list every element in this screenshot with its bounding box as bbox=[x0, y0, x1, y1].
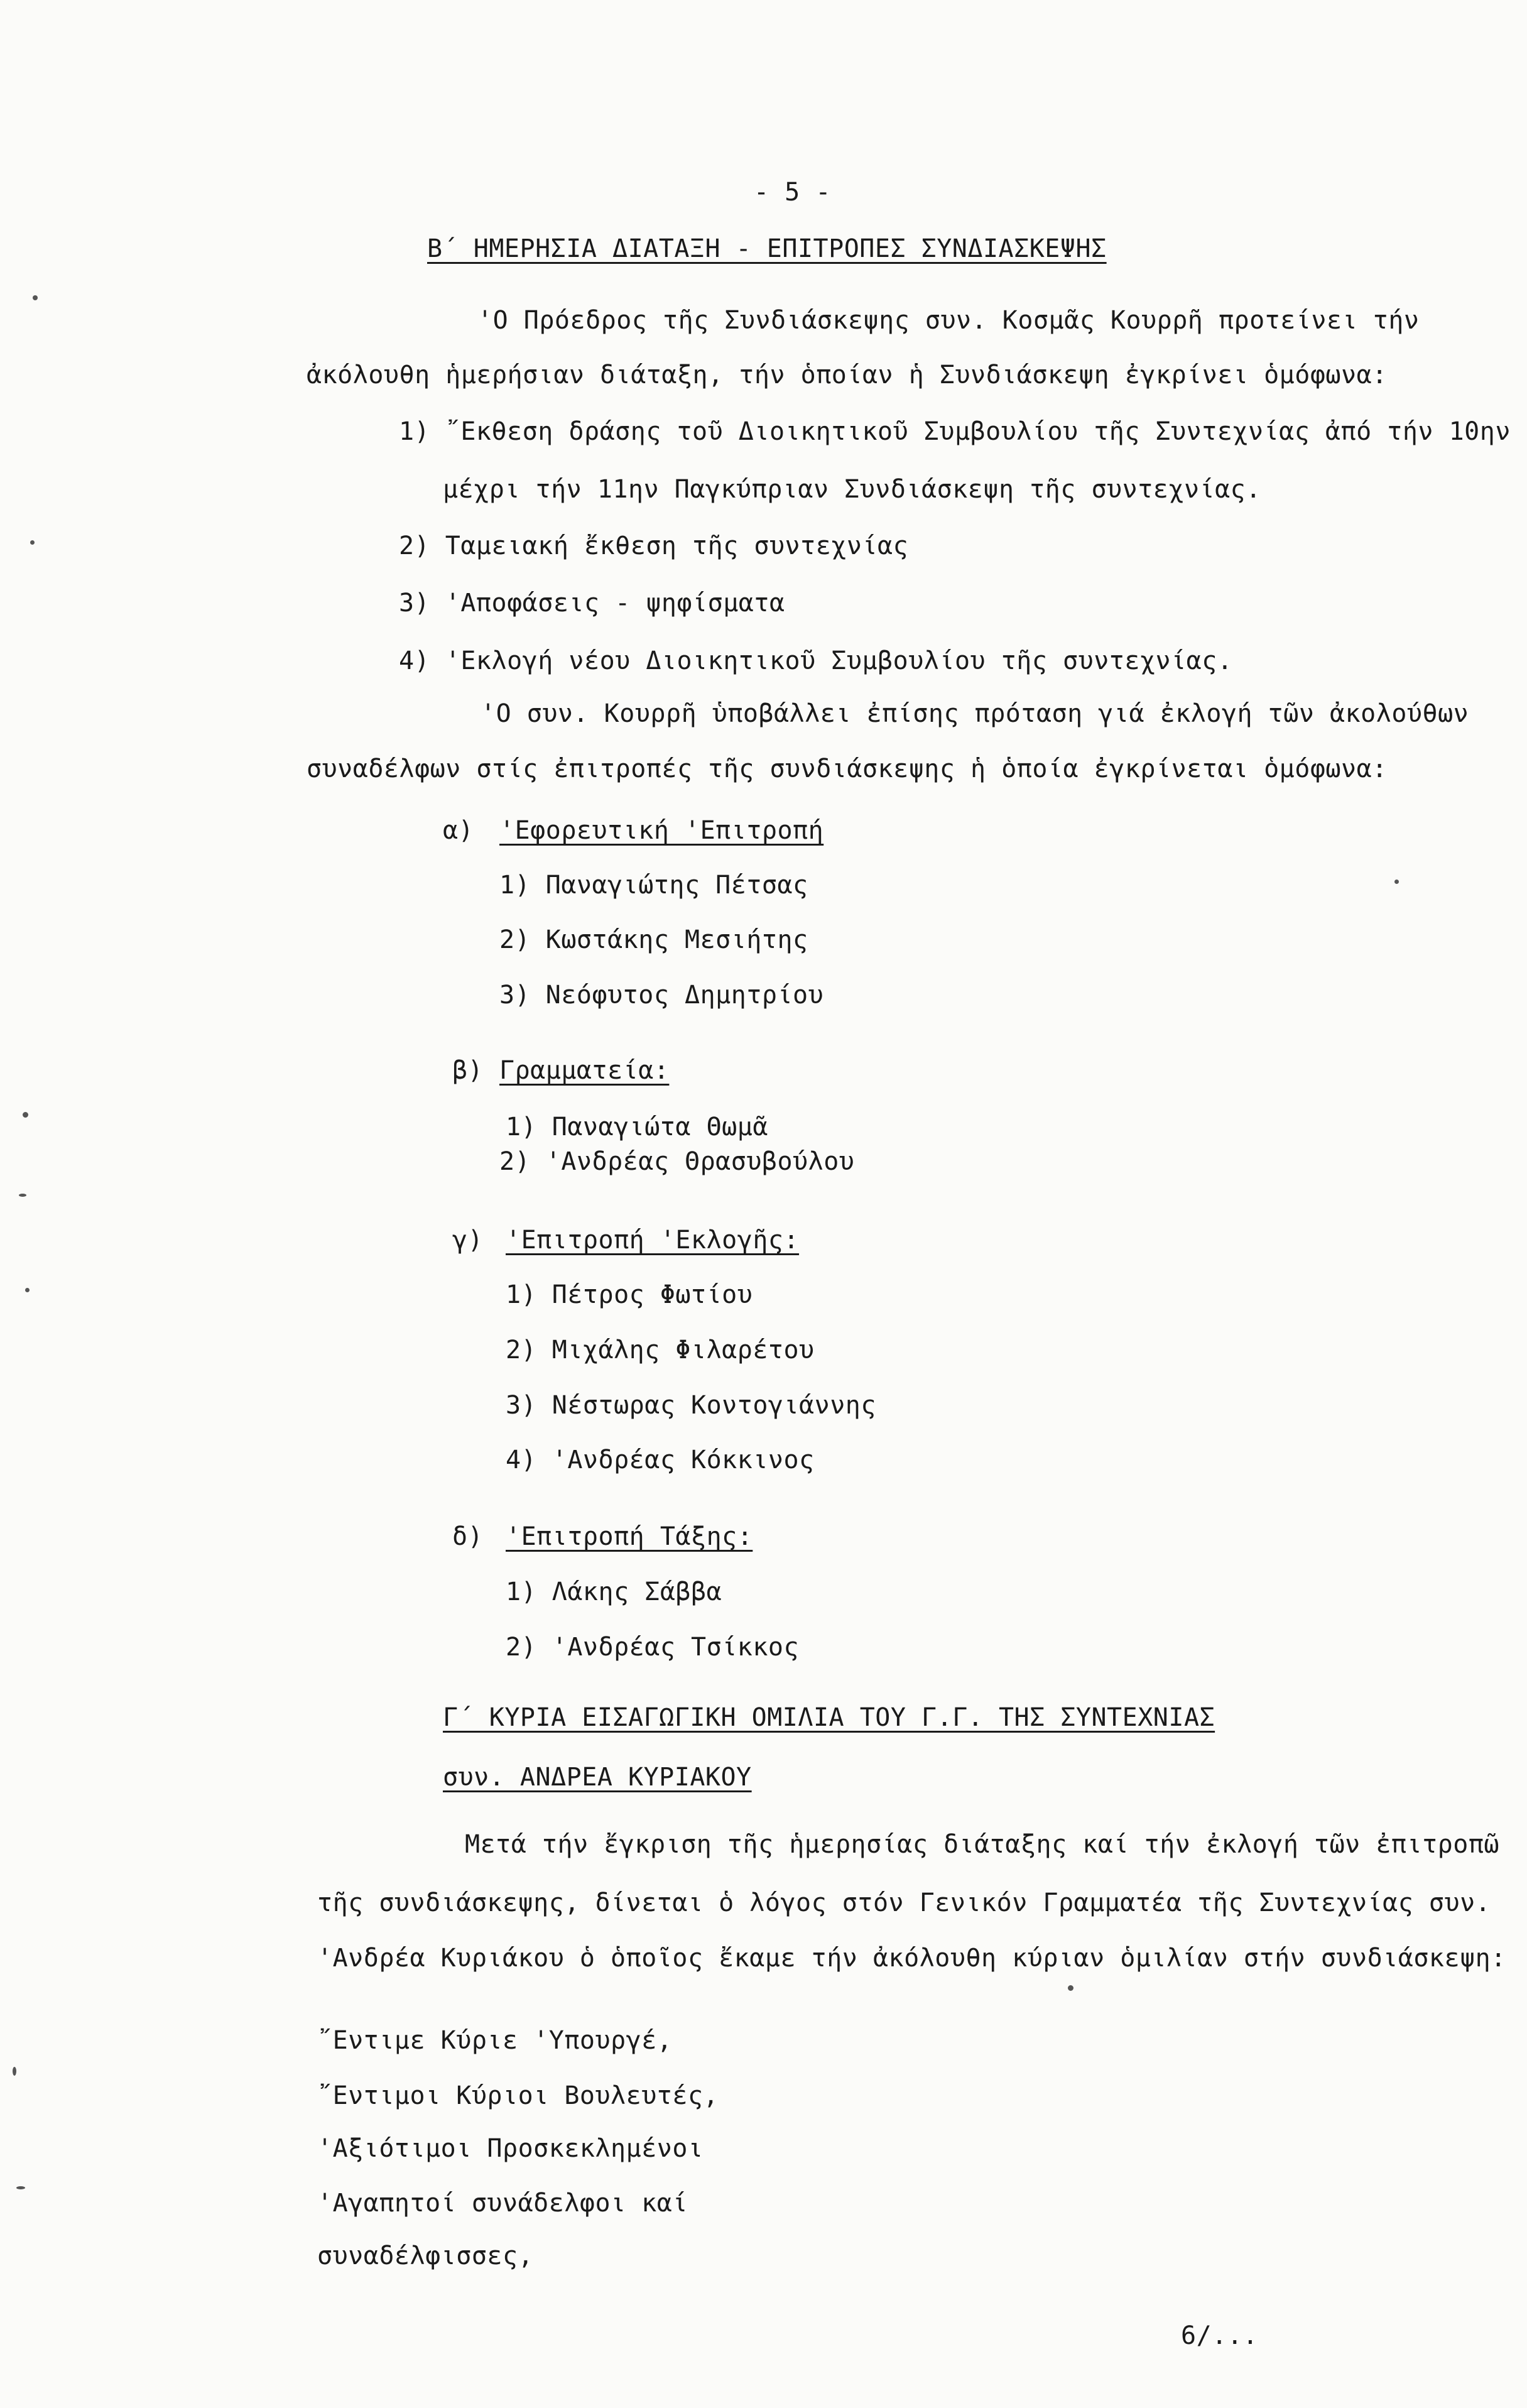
intro-line-2: ἀκόλουθη ἡμερήσιαν διάταξη, τήν ὁποίαν ἡ Συνδιάσκεψη ἐγκρίνει ὁμόφωνα: bbox=[307, 361, 1388, 390]
page-number: - 5 - bbox=[754, 178, 831, 207]
scan-speck bbox=[23, 1112, 28, 1118]
committee-c-member-3: 3) Νέστωρας Κοντογιάννης bbox=[506, 1391, 876, 1420]
committee-a-title: 'Εφορευτική 'Επιτροπή bbox=[499, 816, 824, 845]
scan-speck bbox=[19, 1194, 26, 1197]
agenda-item-2: 2) Ταμειακή ἔκθεση τῆς συντεχνίας bbox=[399, 531, 909, 560]
committee-a-member-3: 3) Νεόφυτος Δημητρίου bbox=[499, 981, 824, 1010]
scan-speck bbox=[30, 540, 35, 545]
scan-speck bbox=[1068, 1985, 1073, 1991]
proposal-line-2: συναδέλφων στίς ἐπιτροπές τῆς συνδιάσκεψης ἡ ὁποία ἐγκρίνεται ὁμόφωνα: bbox=[307, 755, 1388, 783]
agenda-item-3: 3) 'Αποφάσεις - ψηφίσματα bbox=[399, 589, 785, 618]
proposal-line-1: 'Ο συν. Κουρρῆ ὑποβάλλει ἐπίσης πρόταση γιά ἐκλογή τῶν ἀκολούθων bbox=[481, 699, 1469, 728]
committee-c-title: 'Επιτροπή 'Εκλογῆς: bbox=[506, 1226, 800, 1255]
committee-d-title: 'Επιτροπή Τάξης: bbox=[506, 1522, 753, 1551]
committee-d-label: δ) bbox=[452, 1522, 484, 1551]
committee-b-member-1: 1) Παναγιώτα Θωμᾶ bbox=[506, 1113, 768, 1141]
intro-line-1: 'Ο Πρόεδρος τῆς Συνδιάσκεψης συν. Κοσμᾶς Κουρρῆ προτείνει τήν bbox=[477, 306, 1420, 335]
scan-speck bbox=[16, 2186, 25, 2189]
section-c-heading-line-1: Γ΄ ΚΥΡΙΑ ΕΙΣΑΓΩΓΙΚΗ ΟΜΙΛΙΑ ΤΟΥ Γ.Γ. ΤΗΣ ΣΥΝΤΕΧΝΙΑΣ bbox=[443, 1703, 1215, 1732]
agenda-item-4: 4) 'Εκλογή νέου Διοικητικοῦ Συμβουλίου τῆς συντεχνίας. bbox=[399, 646, 1233, 675]
section-c-body-line-2: τῆς συνδιάσκεψης, δίνεται ὁ λόγος στόν Γενικόν Γραμματέα τῆς Συντεχνίας συν. bbox=[317, 1888, 1491, 1917]
committee-b-label: β) bbox=[452, 1056, 484, 1085]
committee-a-label: α) bbox=[443, 816, 474, 845]
scan-speck bbox=[13, 2067, 16, 2076]
agenda-item-1-cont: μέχρι τήν 11ην Παγκύπριαν Συνδιάσκεψη τῆς συντεχνίας. bbox=[443, 475, 1261, 504]
committee-b-title: Γραμματεία: bbox=[499, 1056, 670, 1085]
section-c-body-line-3: 'Ανδρέα Κυριάκου ὁ ὁποῖος ἔκαμε τήν ἀκόλουθη κύριαν ὁμιλίαν στήν συνδιάσκεψη: bbox=[317, 1944, 1506, 1973]
committee-b-member-2: 2) 'Ανδρέας Θρασυβούλου bbox=[499, 1147, 855, 1176]
section-c-heading-line-2: συν. ΑΝΔΡΕΑ ΚΥΡΙΑΚΟΥ bbox=[443, 1763, 752, 1792]
committee-c-label: γ) bbox=[452, 1226, 484, 1255]
committee-a-member-1: 1) Παναγιώτης Πέτσας bbox=[499, 871, 808, 900]
committee-d-member-1: 1) Λάκης Σάββα bbox=[506, 1577, 722, 1606]
section-c-body-line-1: Μετά τήν ἔγκριση τῆς ἡμερησίας διάταξης καί τήν ἐκλογή τῶν ἐπιτροπῶ bbox=[465, 1830, 1499, 1859]
scan-speck bbox=[25, 1288, 30, 1292]
salutation-3: 'Αξιότιμοι Προσκεκλημένοι bbox=[317, 2134, 704, 2163]
scan-speck bbox=[33, 295, 38, 300]
continuation-marker: 6/... bbox=[1181, 2321, 1258, 2350]
scan-speck bbox=[1394, 880, 1399, 884]
salutation-1: ῎Εντιμε Κύριε 'Υπουργέ, bbox=[317, 2026, 673, 2055]
committee-c-member-2: 2) Μιχάλης Φιλαρέτου bbox=[506, 1336, 815, 1365]
committee-c-member-1: 1) Πέτρος Φωτίου bbox=[506, 1280, 753, 1309]
agenda-item-1: 1) ῎Εκθεση δράσης τοῦ Διοικητικοῦ Συμβουλίου τῆς Συντεχνίας ἀπό τήν 10ην bbox=[399, 417, 1511, 446]
salutation-4: 'Αγαπητοί συνάδελφοι καί bbox=[317, 2189, 688, 2218]
committee-a-member-2: 2) Κωστάκης Μεσιήτης bbox=[499, 925, 808, 954]
salutation-5: συναδέλφισσες, bbox=[317, 2242, 534, 2270]
committee-c-member-4: 4) 'Ανδρέας Κόκκινος bbox=[506, 1446, 815, 1474]
committee-d-member-2: 2) 'Ανδρέας Τσίκκος bbox=[506, 1633, 800, 1662]
section-b-heading: Β΄ ΗΜΕΡΗΣΙΑ ΔΙΑΤΑΞΗ - ΕΠΙΤΡΟΠΕΣ ΣΥΝΔΙΑΣΚΕΨΗΣ bbox=[427, 234, 1107, 263]
salutation-2: ῎Εντιμοι Κύριοι Βουλευτές, bbox=[317, 2081, 719, 2110]
